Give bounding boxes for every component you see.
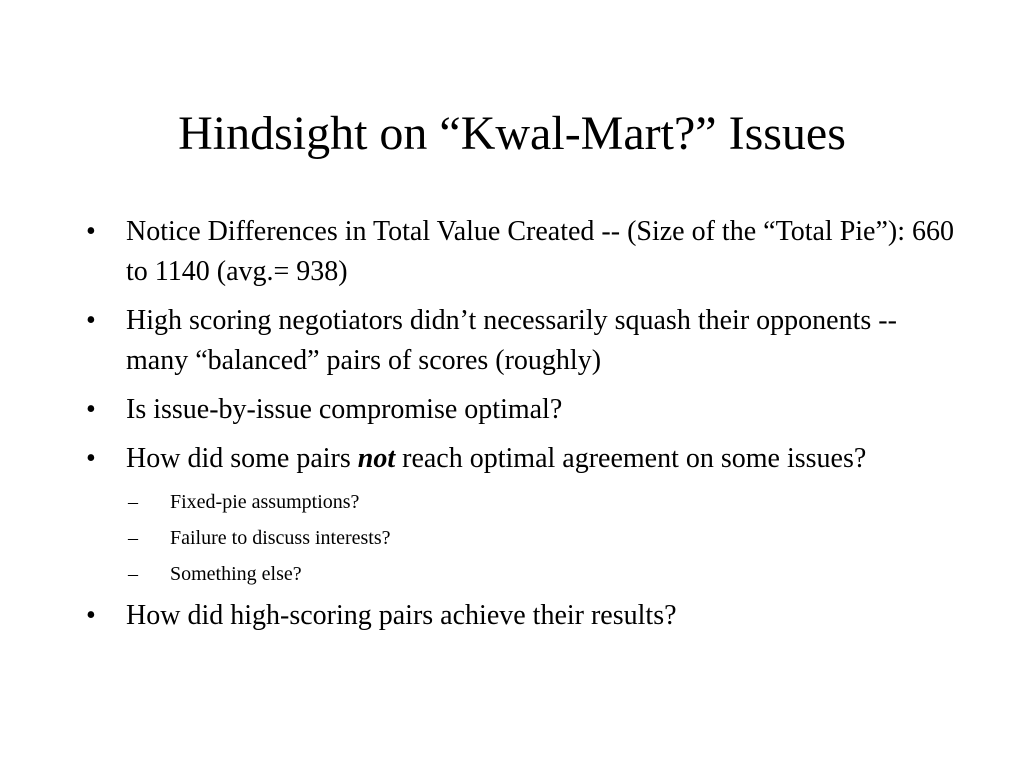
bullet-item-optimal-agreement [86, 439, 966, 479]
dash-icon: – [128, 563, 138, 585]
bullet-text: Is issue-by-issue compromise optimal? [126, 394, 563, 425]
dash-icon: – [128, 491, 138, 513]
bullet-icon: • [86, 305, 96, 336]
sub-bullet-text: Something else? [170, 563, 302, 585]
bullet-icon: • [86, 600, 96, 631]
slide-title: Hindsight on “Kwal-Mart?” Issues [178, 107, 846, 160]
bullet-icon: • [86, 216, 96, 247]
bullet-item-high-scoring [86, 301, 966, 381]
sub-bullet-item [86, 488, 966, 516]
sub-bullet-list [86, 488, 966, 588]
dash-icon: – [128, 527, 138, 549]
sub-bullet-text: Fixed-pie assumptions? [170, 491, 360, 513]
bullet-icon: • [86, 394, 96, 425]
bullet-item-total-value [86, 212, 966, 292]
bullet-text [126, 443, 866, 474]
bullet-text-after: reach optimal agreement on some issues? [395, 443, 867, 474]
bullet-item-high-scoring-pairs [86, 596, 966, 636]
bullet-list [86, 212, 966, 645]
emphasized-word: not [357, 443, 396, 474]
bullet-text-before: How did some pairs [126, 443, 358, 474]
bullet-item-compromise [86, 390, 966, 430]
bullet-text: High scoring negotiators didn’t necessarily squash their opponents -- many “balanced” pairs of scores (roughly) [126, 305, 897, 376]
bullet-text: Notice Differences in Total Value Created -- (Size of the “Total Pie”): 660 to 1140 (avg.= 938) [126, 216, 955, 287]
bullet-text: How did high-scoring pairs achieve their results? [126, 600, 677, 631]
sub-bullet-item [86, 524, 966, 552]
sub-bullet-item [86, 560, 966, 588]
bullet-icon: • [86, 443, 96, 474]
sub-bullet-text: Failure to discuss interests? [170, 527, 391, 549]
